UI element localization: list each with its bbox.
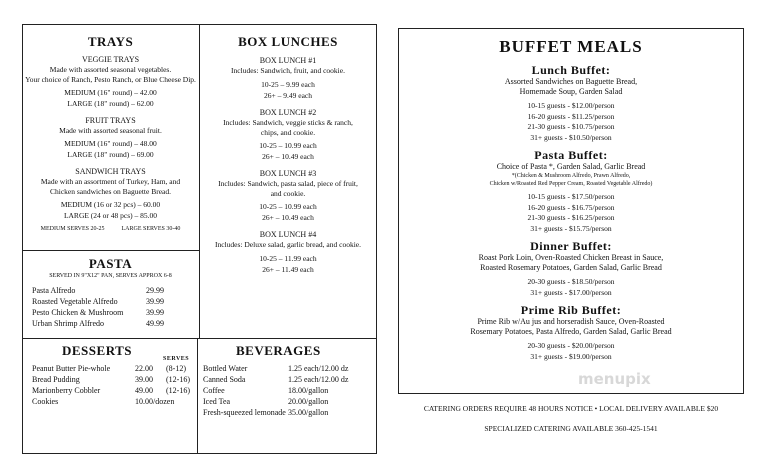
prime-rib-buffet-desc: Prime Rib w/Au jus and horseradish Sauce, Oven-Roasted	[477, 317, 665, 326]
sandwich-trays-price-medium: MEDIUM (16 or 32 pcs) – 60.00	[60, 200, 161, 209]
catering-notice: CATERING ORDERS REQUIRE 48 HOURS NOTICE • LOCAL DELIVERY AVAILABLE $20	[423, 404, 719, 413]
menupix-watermark: menupix	[578, 370, 651, 388]
fruit-trays-price-large: LARGE (18" round) – 69.00	[67, 149, 154, 159]
veggie-trays	[22, 55, 199, 109]
pasta-title: PASTA	[88, 256, 133, 271]
prime-rib-buffet-price: 31+ guests - $19.00/person	[530, 351, 612, 361]
pasta-item-price: 39.99	[146, 297, 164, 306]
dessert-item-name: Bread Pudding	[32, 375, 80, 384]
fruit-trays-price-medium: MEDIUM (16" round) – 48.00	[64, 139, 157, 148]
dessert-item-serves: (12-16)	[166, 386, 190, 395]
box-lunch-price: 10-25 – 11.99 each	[259, 254, 317, 263]
box-lunches-title: BOX LUNCHES	[238, 34, 338, 49]
prime-rib-buffet-name: Prime Rib Buffet:	[520, 303, 622, 317]
box-lunch-desc-2: chips, and cookie.	[260, 128, 316, 137]
dessert-item-serves: (8-12)	[166, 364, 186, 373]
dinner-buffet-price: 31+ guests - $17.00/person	[530, 287, 612, 297]
lunch-buffet-price: 21-30 guests - $10.75/person	[527, 122, 615, 131]
pasta-buffet	[398, 148, 744, 234]
beverages-title: BEVERAGES	[236, 343, 321, 358]
box-lunch-price: 10-25 – 10.99 each	[259, 202, 317, 211]
lunch-buffet-name: Lunch Buffet:	[531, 63, 611, 77]
dinner-buffet-desc-2: Roasted Rosemary Potatoes, Garden Salad, Garlic Bread	[480, 263, 662, 272]
pasta-buffet-price: 31+ guests - $15.75/person	[530, 223, 612, 233]
pasta-buffet-price: 21-30 guests - $16.25/person	[527, 213, 615, 222]
dessert-item-name: Cookies	[32, 397, 59, 406]
box-lunch-desc: Includes: Sandwich, veggie sticks & ranch,	[223, 118, 353, 127]
pasta-buffet-choices-2: Chicken w/Roasted Red Pepper Cream, Roasted Vegetable Alfredo)	[489, 181, 653, 187]
sandwich-trays-price-large: LARGE (24 or 48 pcs) – 85.00	[63, 210, 158, 220]
box-lunch-price: 26+ – 10.49 each	[262, 151, 314, 161]
pasta-item-name: Roasted Vegetable Alfredo	[32, 297, 118, 306]
fruit-trays-desc: Made with assorted seasonal fruit.	[59, 126, 162, 135]
box-lunch-desc: Includes: Sandwich, pasta salad, piece of fruit,	[218, 179, 358, 188]
veggie-trays-name: VEGGIE TRAYS	[81, 55, 140, 64]
beverage-item-name: Coffee	[203, 386, 225, 395]
sandwich-trays-name: SANDWICH TRAYS	[75, 167, 146, 176]
veggie-trays-desc-2: Your choice of Ranch, Pesto Ranch, or Blue Cheese Dip.	[25, 75, 196, 84]
pasta-buffet-price: 10-15 guests - $17.50/person	[527, 192, 615, 201]
pasta-item-name: Pesto Chicken & Mushroom	[32, 308, 124, 317]
dessert-item-price: 49.00	[135, 386, 153, 395]
dessert-item-name: Peanut Butter Pie-whole	[32, 364, 111, 373]
pasta-item-price: 29.99	[146, 286, 164, 295]
buffet-section	[398, 37, 744, 362]
box-lunch-3	[199, 169, 377, 223]
box-lunch-name: BOX LUNCH #4	[259, 230, 317, 239]
sandwich-trays-desc: Made with an assortment of Turkey, Ham, and	[40, 177, 181, 186]
desserts-title: DESSERTS	[62, 343, 133, 358]
lunch-buffet	[398, 63, 744, 143]
dinner-buffet	[398, 239, 744, 298]
pasta-serving-note: SERVED IN 9"X12" PAN, SERVES APPROX 6-8	[49, 273, 172, 279]
box-lunch-price: 10-25 – 9.99 each	[261, 80, 315, 89]
trays-pasta-divider	[22, 250, 199, 251]
pasta-item-price: 49.99	[146, 319, 164, 328]
box-lunch-1	[199, 56, 377, 101]
box-lunch-name: BOX LUNCH #1	[259, 56, 317, 65]
box-lunch-price: 10-25 – 10.99 each	[259, 141, 317, 150]
beverage-item-name: Fresh-squeezed lemonade	[203, 408, 286, 417]
box-lunch-4	[199, 230, 377, 275]
trays-section	[22, 34, 199, 233]
pasta-section	[22, 256, 199, 280]
prime-rib-buffet-price: 20-30 guests - $20.00/person	[527, 341, 615, 350]
box-lunches-section	[199, 34, 377, 275]
trays-title: TRAYS	[87, 34, 134, 49]
box-lunch-price: 26+ – 11.49 each	[262, 264, 314, 274]
dessert-item-name: Marionberry Cobbler	[32, 386, 101, 395]
box-lunch-2	[199, 108, 377, 162]
pasta-buffet-choices: *(Chicken & Mushroom Alfredo, Prawn Alfredo,	[511, 173, 631, 179]
dessert-item-serves: (12-16)	[166, 375, 190, 384]
beverage-item-price: 35.00/gallon	[288, 408, 329, 417]
pasta-buffet-price: 16-20 guests - $16.75/person	[527, 202, 615, 212]
box-lunch-desc-2: and cookie.	[270, 189, 306, 198]
dessert-item-price: 22.00	[135, 364, 153, 373]
serves-large: LARGE SERVES 30-40	[121, 226, 181, 232]
box-lunch-name: BOX LUNCH #2	[259, 108, 317, 117]
specialized-catering: SPECIALIZED CATERING AVAILABLE 360-425-1541	[484, 424, 658, 433]
prime-rib-buffet	[398, 303, 744, 362]
fruit-trays-name: FRUIT TRAYS	[85, 116, 136, 125]
buffet-title: BUFFET MEALS	[499, 37, 643, 56]
box-lunch-name: BOX LUNCH #3	[259, 169, 317, 178]
pasta-buffet-desc: Choice of Pasta *, Garden Salad, Garlic Bread	[496, 162, 646, 171]
box-lunch-price: 26+ – 10.49 each	[262, 212, 314, 222]
desserts-beverages-divider	[197, 338, 198, 454]
lunch-buffet-price: 31+ guests - $10.50/person	[530, 132, 612, 142]
veggie-trays-desc: Made with assorted seasonal vegetables.	[49, 65, 172, 74]
lunch-buffet-price: 16-20 guests - $11.25/person	[527, 111, 615, 121]
dessert-item-price: 10.00/dozen	[135, 397, 175, 406]
dessert-item-price: 39.00	[135, 375, 153, 384]
fruit-trays	[22, 116, 199, 160]
veggie-trays-price-large: LARGE (18" round) – 62.00	[67, 98, 154, 108]
prime-rib-buffet-desc-2: Rosemary Potatoes, Pasta Alfredo, Garden Salad, Garlic Bread	[470, 327, 672, 336]
serves-medium: MEDIUM SERVES 20-25	[40, 226, 105, 232]
beverage-item-name: Iced Tea	[203, 397, 231, 406]
dinner-buffet-name: Dinner Buffet:	[530, 239, 612, 253]
desserts-serves-header: SERVES	[163, 356, 190, 362]
pasta-item-name: Urban Shrimp Alfredo	[32, 319, 104, 328]
sandwich-trays-desc-2: Chicken sandwiches on Baguette Bread.	[49, 187, 171, 196]
pasta-desserts-divider	[22, 338, 377, 339]
beverage-item-price: 18.00/gallon	[288, 386, 329, 395]
beverage-item-price: 1.25 each/12.00 dz	[288, 364, 349, 373]
beverage-item-price: 20.00/gallon	[288, 397, 329, 406]
pasta-buffet-name: Pasta Buffet:	[534, 148, 608, 162]
box-lunch-desc: Includes: Deluxe salad, garlic bread, and cookie.	[215, 240, 361, 249]
dinner-buffet-price: 20-30 guests - $18.50/person	[527, 277, 615, 286]
lunch-buffet-desc-2: Homemade Soup, Garden Salad	[519, 87, 623, 96]
lunch-buffet-price: 10-15 guests - $12.00/person	[527, 101, 615, 110]
box-lunch-price: 26+ – 9.49 each	[264, 90, 312, 100]
veggie-trays-price-medium: MEDIUM (16" round) – 42.00	[64, 88, 157, 97]
beverage-item-price: 1.25 each/12.00 dz	[288, 375, 349, 384]
sandwich-trays	[22, 167, 199, 233]
lunch-buffet-desc: Assorted Sandwiches on Baguette Bread,	[504, 77, 638, 86]
beverage-item-name: Bottled Water	[203, 364, 248, 373]
dinner-buffet-desc: Roast Pork Loin, Oven-Roasted Chicken Breast in Sauce,	[478, 253, 664, 262]
pasta-item-price: 39.99	[146, 308, 164, 317]
beverage-item-name: Canned Soda	[203, 375, 246, 384]
pasta-item-name: Pasta Alfredo	[32, 286, 76, 295]
box-lunch-desc: Includes: Sandwich, fruit, and cookie.	[231, 66, 345, 75]
sandwich-trays-serves	[22, 225, 199, 233]
